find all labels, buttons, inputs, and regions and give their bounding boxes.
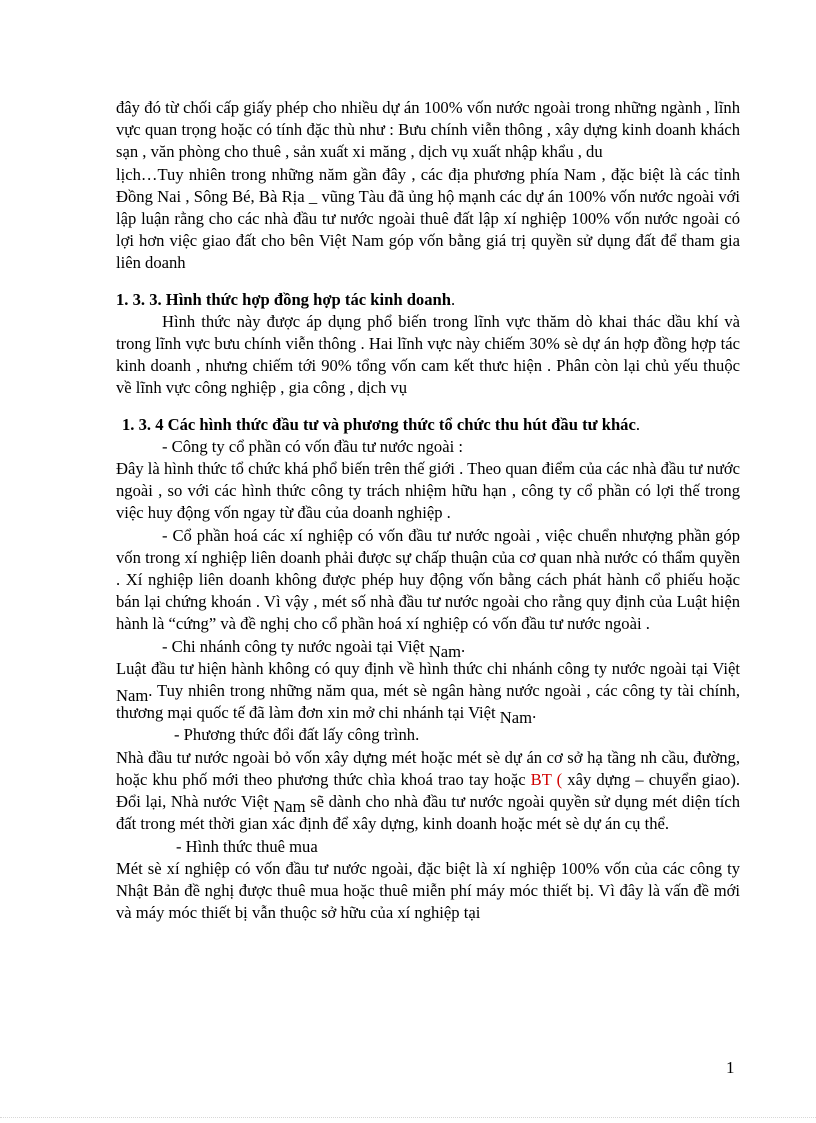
page-number: 1 — [726, 1058, 735, 1077]
section-heading-1-3-3-period: . — [450, 289, 456, 309]
item-3-body — [116, 658, 740, 728]
item-4-body-bt: BT — [530, 769, 552, 789]
item-3-title — [116, 636, 740, 661]
footer-divider — [0, 1117, 816, 1118]
section-heading-1-3-3-text: 1. 3. 3. Hình thức hợp đồng hợp tác kinh doanh — [116, 289, 451, 309]
item-3-title-text: - Chi nhánh công ty nước ngoài tại Việt — [162, 636, 429, 656]
section-heading-1-3-3 — [116, 289, 740, 311]
item-4-body-paren: ( — [556, 769, 563, 789]
item-4-body-a: Nhà đầu tư nước ngoài bỏ vốn xây dựng mét hoặc mét sè dự án cơ sở hạ tầng nh cầu, đường, hoặc khu phố mới theo phương thức chìa khoá trao tay hoặc — [116, 747, 740, 789]
item-1-body: Đây là hình thức tổ chức khá phổ biến trên thế giới . Theo quan điểm của các nhà đầu tư nước ngoài , so với các hình thức công ty trách nhiệm hữu hạn , công ty cổ phần có lợi thế trong việc huy động vốn ngay từ đầu của doanh nghiệp . — [116, 459, 740, 523]
item-5-title: - Hình thức thuê mua — [176, 836, 318, 856]
document-body — [116, 97, 740, 924]
item-4-title: - Phương thức đổi đất lấy công trình. — [174, 725, 420, 745]
item-2-body: - Cổ phần hoá các xí nghiệp có vốn đầu tư nước ngoài , việc chuển nhượng phần góp vốn trong xí nghiệp liên doanh phải được sự chấp thuận của cơ quan nhà nước có thẩm quyền . Xí nghiệp liên doanh không được phép huy động vốn bằng cách phát hành cổ phiếu hoặc bán lại chứng khoán . Vì vậy , mét số nhà đầu tư nước ngoài cho rằng quy định của Luật hiện hành là “cứng” và đề nghị cho cổ phần hoá xí nghiệp có vốn đầu tư nước ngoài . — [116, 525, 740, 634]
item-4-body-c: sẽ dành cho nhà đầu tư nước ngoài quyền sử dụng mét diện tích đất trong mét thời gian xác định để xây dựng, kinh doanh hoặc mét sè dự án cụ thể. — [116, 792, 740, 834]
item-3-body-nam-1: Nam — [116, 686, 149, 706]
paragraph-3: Hình thức này được áp dụng phổ biến trong lĩnh vực thăm dò khai thác dầu khí và trong lĩnh vực bưu chính viễn thông . Hai lĩnh vực này chiếm 30% sè dự án hợp đồng hợp tác kinh doanh , nhưng chiếm tới 90% tổng vốn cam kết thưc hiện . Phân còn lại chủ yếu thuộc về lĩnh vực công nghiệp , gia công , dịch vụ — [116, 311, 740, 398]
item-3-body-b: . Tuy nhiên trong những năm qua, mét sè ngân hàng nước ngoài , các công ty tài chính, thương mại quốc tế đã làm đơn xin mở chi nhánh tại Việt — [116, 681, 740, 723]
section-heading-1-3-4 — [116, 414, 740, 436]
item-4-body-b: xây dựng – chuyển giao). Đổi lại, Nhà nước Việt — [116, 769, 740, 812]
item-3-title-end: . — [460, 636, 466, 656]
section-heading-1-3-4-text: 1. 3. 4 Các hình thức đầu tư và phương thức tổ chức thu hút đầu tư khác — [122, 414, 636, 434]
item-3-body-a: Luật đầu tư hiện hành không có quy định về hình thức chi nhánh công ty nước ngoài tại Việt — [116, 658, 740, 678]
item-5-body: Mét sè xí nghiệp có vốn đầu tư nước ngoài, đặc biệt là xí nghiệp 100% vốn của các công ty Nhật Bản đề nghị được thuê mua hoặc thuê miễn phí máy móc thiết bị. Vì đây là vấn đề mới và máy móc thiết bị vẫn thuộc sở hữu của xí nghiệp tại — [116, 858, 740, 923]
item-1-title: - Công ty cổ phần có vốn đầu tư nước ngoài : — [162, 436, 463, 456]
paragraph-2: lịch…Tuy nhiên trong những năm gần đây , các địa phương phía Nam , đặc biệt là các tỉnh Đồng Nai , Sông Bé, Bà Rịa _ vũng Tàu đã ủng hộ mạnh các dự án 100% vốn nước ngoài với lập luận rằng cho các nhà đầu tư nước ngoài thuê đất lập xí nghiệp 100% vốn nước ngoài có lợi hơn việc giao đất cho bên Việt Nam góp vốn bằng giá trị quyền sử dụng đất để tham gia liên doanh — [116, 164, 740, 273]
paragraph-1: đây đó từ chối cấp giấy phép cho nhiều dự án 100% vốn nước ngoài trong những ngành , lĩnh vực quan trọng hoặc có tính đặc thù như : Bưu chính viễn thông , xây dựng kinh doanh khách sạn , văn phòng cho thuê , sản xuất xi măng , dịch vụ xuất nhập khẩu , du — [116, 98, 740, 162]
item-4-body-nam: Nam — [273, 797, 306, 817]
item-3-title-nam: Nam — [428, 641, 461, 661]
section-heading-1-3-4-period: . — [635, 414, 640, 434]
item-3-body-nam-2: Nam — [499, 708, 533, 728]
item-3-body-end: . — [532, 703, 537, 723]
item-4-body — [116, 747, 740, 836]
